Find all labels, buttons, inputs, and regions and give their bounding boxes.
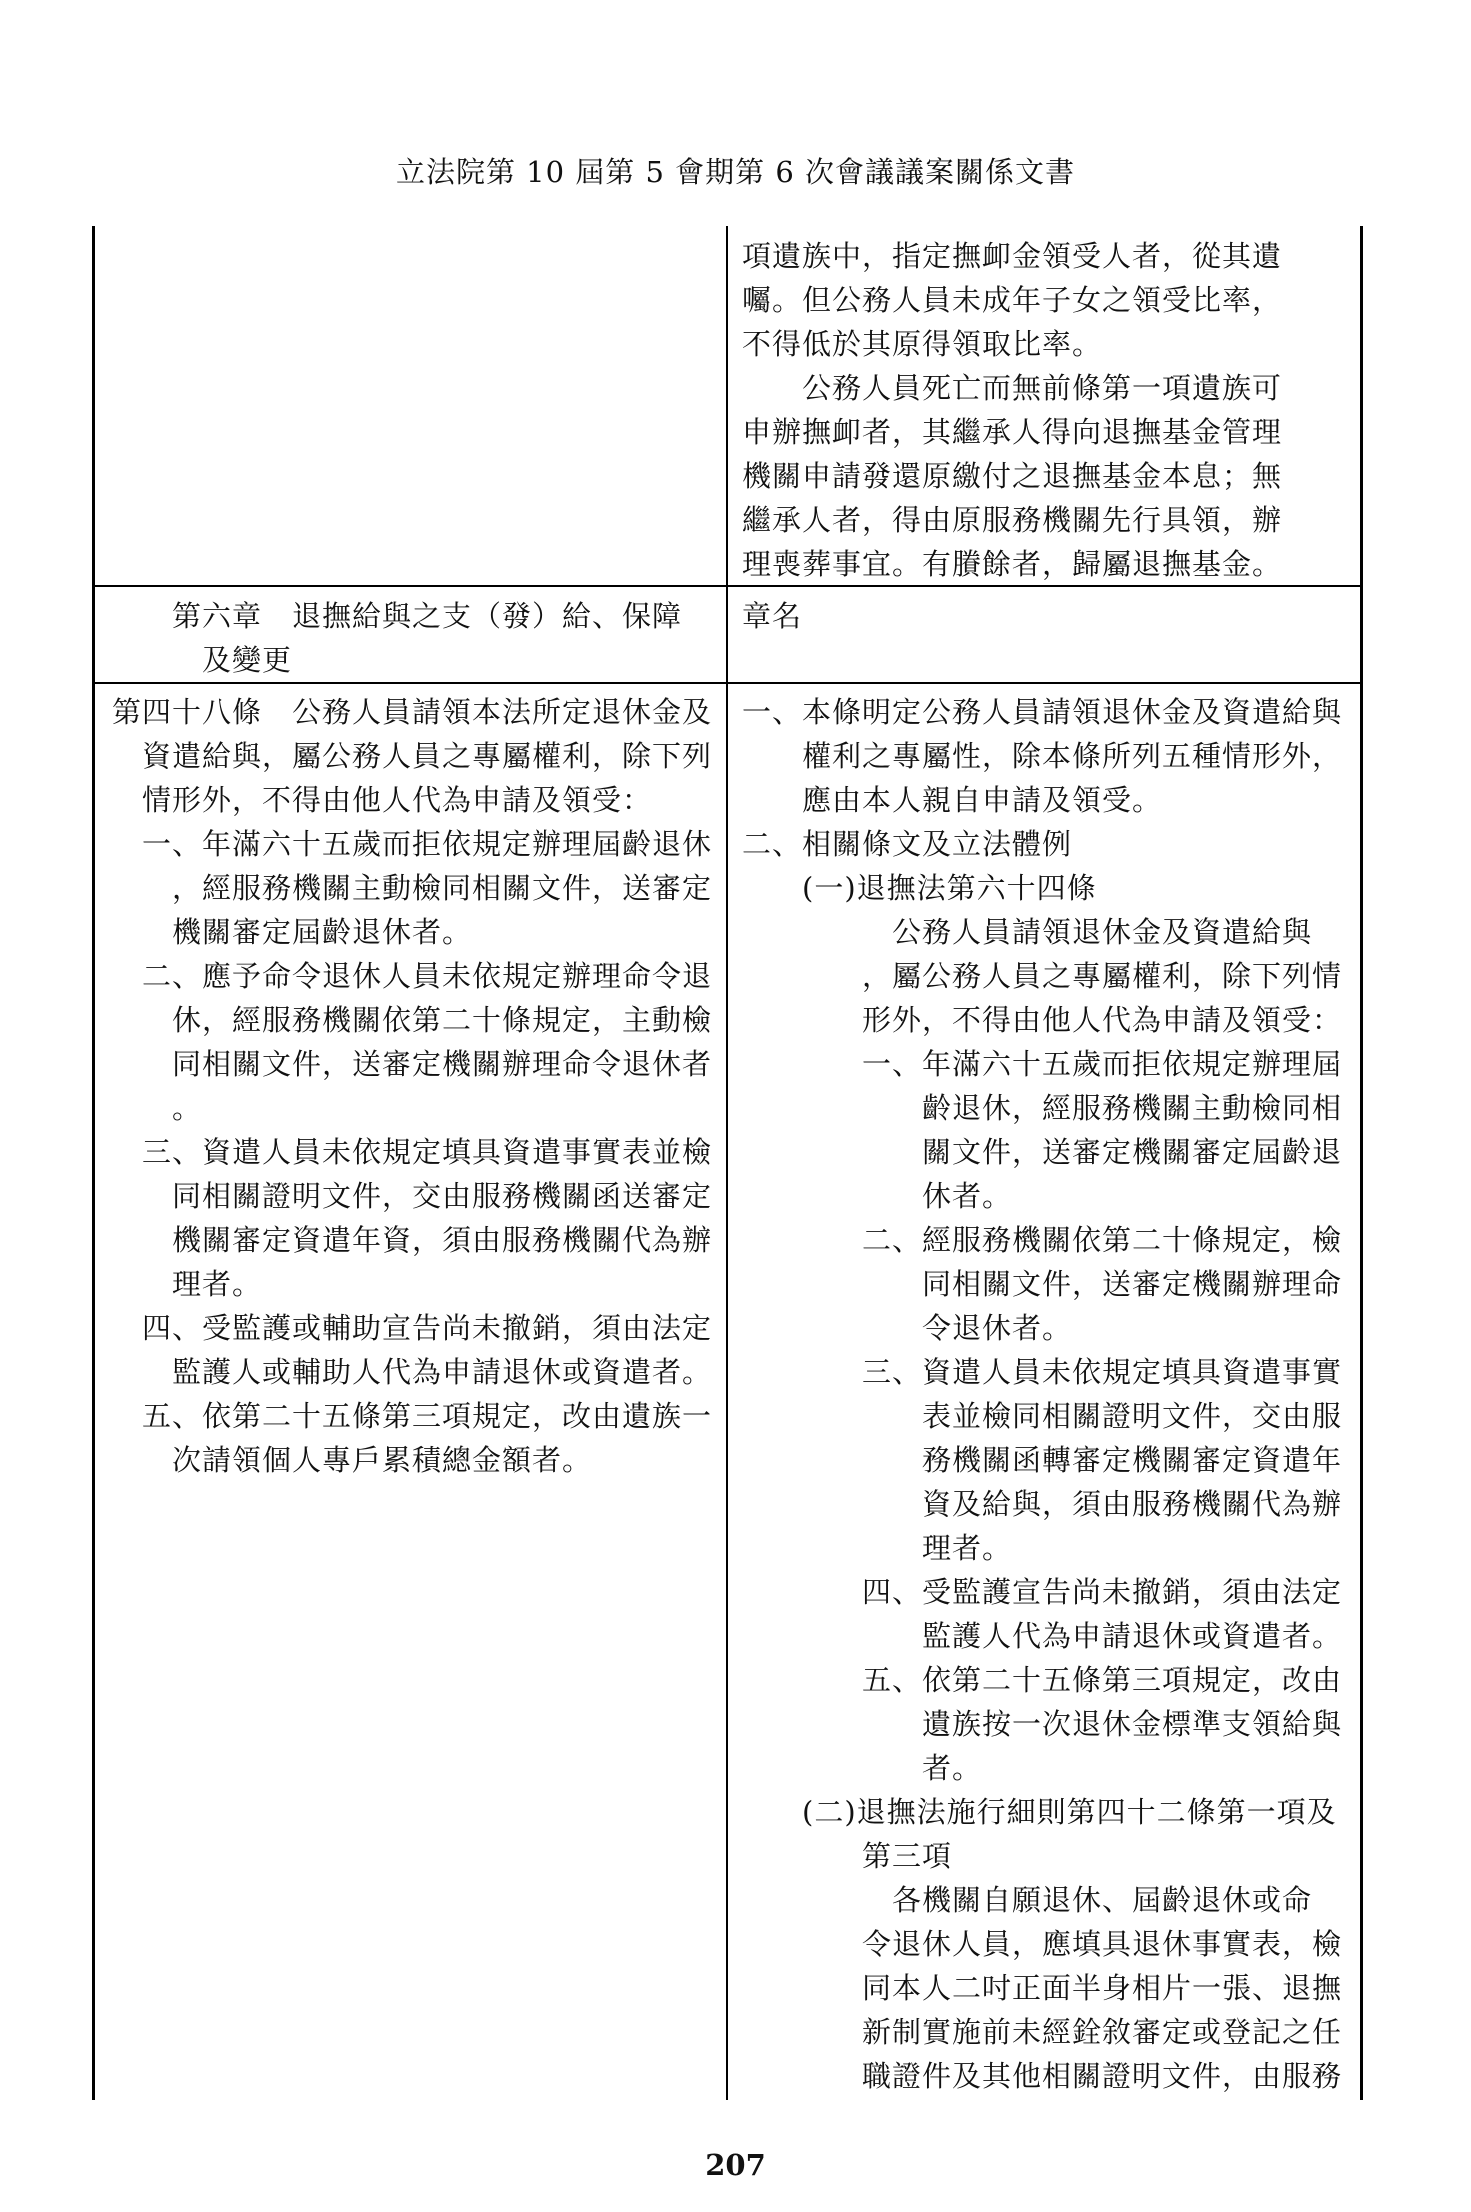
text-line: 機關審定資遣年資，須由服務機關代為辦 (112, 1223, 713, 1257)
text-line: 一、本條明定公務人員請領退休金及資遣給與 (742, 695, 1343, 729)
text-line: 者。 (742, 1751, 983, 1785)
text-line: 同本人二吋正面半身相片一張、退撫 (742, 1971, 1343, 2005)
article-text-cell (112, 690, 720, 1482)
text-line: 二、相關條文及立法體例 (742, 827, 1073, 861)
text-line: 職證件及其他相關證明文件，由服務 (742, 2059, 1343, 2093)
text-line: 新制實施前未經銓敘審定或登記之任 (742, 2015, 1343, 2049)
text-line: 務機關函轉審定機關審定資遣年 (742, 1443, 1343, 1477)
text-line: 形外，不得由他人代為申請及領受： (742, 1003, 1343, 1037)
text-line: 項遺族中，指定撫卹金領受人者，從其遺 (742, 239, 1283, 273)
text-line: 資遣給與，屬公務人員之專屬權利，除下列 (112, 739, 713, 773)
text-line: 五、依第二十五條第三項規定，改由 (742, 1663, 1343, 1697)
text-line: 理喪葬事宜。有賸餘者，歸屬退撫基金。 (742, 547, 1283, 581)
text-line: 二、經服務機關依第二十條規定，檢 (742, 1223, 1343, 1257)
text-line: 令退休者。 (742, 1311, 1073, 1345)
text-line: 三、資遣人員未依規定填具資遣事實表並檢 (112, 1135, 713, 1169)
text-line: 機關申請發還原繳付之退撫基金本息；無 (742, 459, 1283, 493)
text-line: 監護人代為申請退休或資遣者。 (742, 1619, 1343, 1653)
text-line: 同相關文件，送審定機關辦理命令退休者 (112, 1047, 713, 1081)
row-divider-2 (92, 682, 1362, 684)
text-line: 休者。 (742, 1179, 1013, 1213)
text-line: 不得低於其原得領取比率。 (742, 327, 1103, 361)
text-line: 各機關自願退休、屆齡退休或命 (742, 1883, 1313, 1917)
text-line: 繼承人者，得由原服務機關先行具領，辦 (742, 503, 1283, 537)
page-number: 207 (705, 2148, 766, 2182)
table-right-border (1360, 226, 1363, 2100)
text-line: 機關審定屆齡退休者。 (112, 915, 473, 949)
chapter-title-cell (112, 594, 720, 682)
text-line: 情形外，不得由他人代為申請及領受： (112, 783, 653, 817)
text-line: 囑。但公務人員未成年子女之領受比率， (742, 283, 1283, 317)
text-line: 三、資遣人員未依規定填具資遣事實 (742, 1355, 1343, 1389)
text-line: ，屬公務人員之專屬權利，除下列情 (742, 959, 1343, 993)
table-middle-border (726, 226, 728, 2100)
text-line: 五、依第二十五條第三項規定，改由遺族一 (112, 1399, 713, 1433)
text-line: 表並檢同相關證明文件，交由服 (742, 1399, 1343, 1433)
text-line: 同相關證明文件，交由服務機關函送審定 (112, 1179, 713, 1213)
text-line: 監護人或輔助人代為申請退休或資遣者。 (112, 1355, 713, 1389)
text-line: ，經服務機關主動檢同相關文件，送審定 (112, 871, 713, 905)
row1-right-cell (742, 234, 1352, 586)
text-line: 一、年滿六十五歲而拒依規定辦理屆齡退休 (112, 827, 713, 861)
text-line: 章名 (742, 599, 803, 633)
page-header: 立法院第 10 屆第 5 會期第 6 次會議議案關係文書 (395, 155, 1076, 189)
chapter-note-cell (742, 594, 1352, 638)
text-line: 資及給與，須由服務機關代為辦 (742, 1487, 1343, 1521)
text-line: 應由本人親自申請及領受。 (742, 783, 1163, 817)
text-line: 令退休人員，應填具退休事實表，檢 (742, 1927, 1343, 1961)
text-line: 理者。 (112, 1267, 263, 1301)
explanation-cell (742, 690, 1352, 2098)
text-line: 關文件，送審定機關審定屆齡退 (742, 1135, 1343, 1169)
text-line: 四、受監護或輔助宣告尚未撤銷，須由法定 (112, 1311, 713, 1345)
text-line: 權利之專屬性，除本條所列五種情形外， (742, 739, 1343, 773)
text-line: (一)退撫法第六十四條 (742, 871, 1097, 905)
text-line: 。 (112, 1091, 203, 1125)
text-line: 申辦撫卹者，其繼承人得向退撫基金管理 (742, 415, 1283, 449)
text-line: (二)退撫法施行細則第四十二條第一項及 (742, 1795, 1337, 1829)
text-line: 二、應予命令退休人員未依規定辦理命令退 (112, 959, 713, 993)
text-line: 第四十八條 公務人員請領本法所定退休金及 (112, 695, 713, 729)
table-left-border (92, 226, 95, 2100)
text-line: 理者。 (742, 1531, 1013, 1565)
text-line: 第六章 退撫給與之支（發）給、保障 (112, 599, 683, 633)
text-line: 第三項 (742, 1839, 953, 1873)
text-line: 齡退休，經服務機關主動檢同相 (742, 1091, 1343, 1125)
text-line: 四、受監護宣告尚未撤銷，須由法定 (742, 1575, 1343, 1609)
text-line: 及變更 (112, 643, 293, 677)
text-line: 公務人員死亡而無前條第一項遺族可 (742, 371, 1283, 405)
text-line: 休，經服務機關依第二十條規定，主動檢 (112, 1003, 713, 1037)
text-line: 遺族按一次退休金標準支領給與 (742, 1707, 1343, 1741)
text-line: 次請領個人專戶累積總金額者。 (112, 1443, 593, 1477)
text-line: 一、年滿六十五歲而拒依規定辦理屆 (742, 1047, 1343, 1081)
text-line: 同相關文件，送審定機關辦理命 (742, 1267, 1343, 1301)
text-line: 公務人員請領退休金及資遣給與 (742, 915, 1313, 949)
